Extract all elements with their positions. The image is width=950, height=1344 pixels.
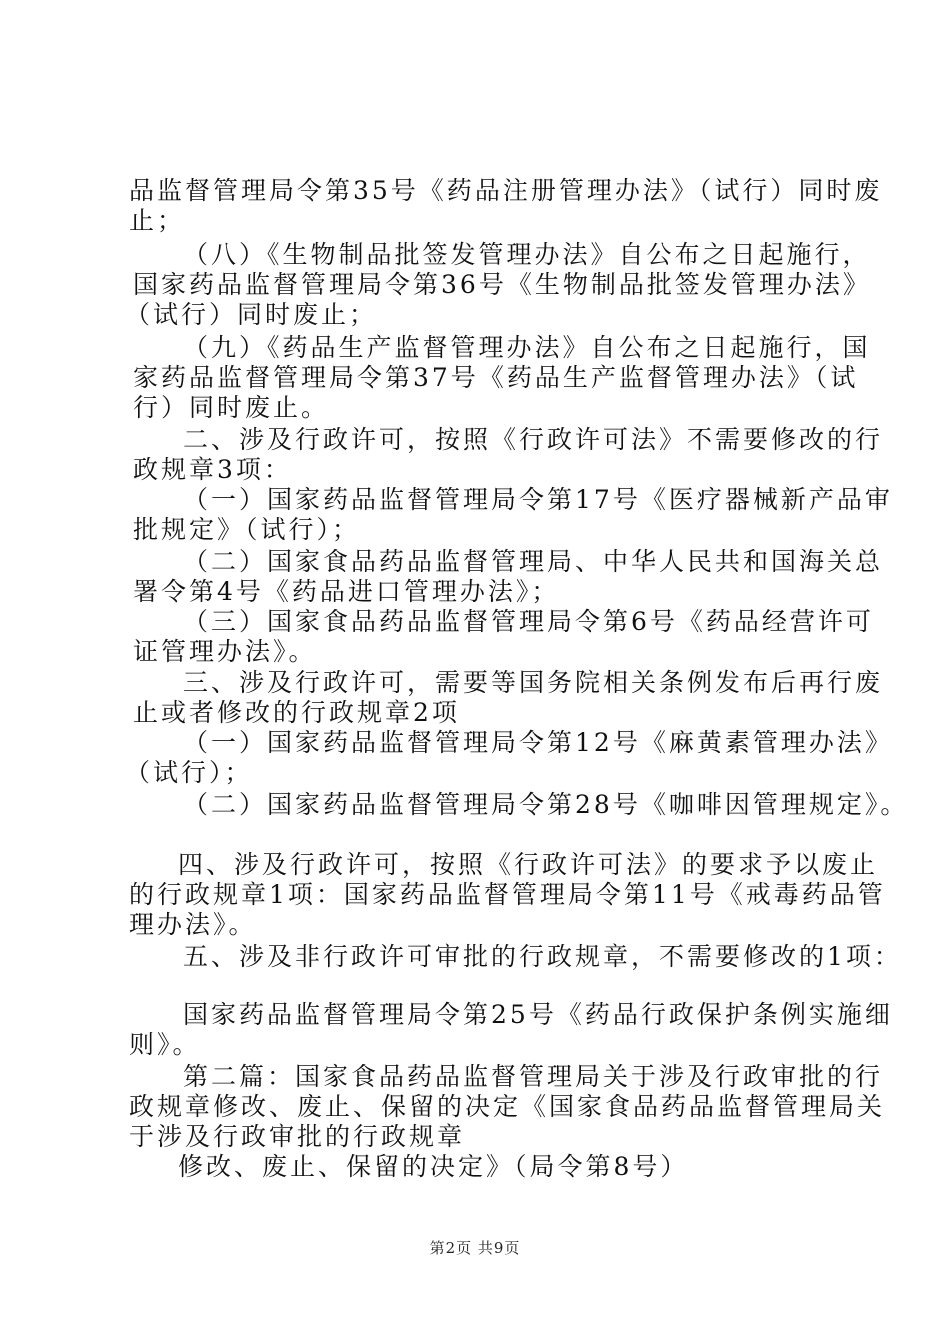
- text-line: 于涉及行政审批的行政规章: [129, 1122, 466, 1151]
- text-line: 止或者修改的行政规章2项: [133, 698, 460, 727]
- text-line: 则》。: [129, 1030, 201, 1059]
- text-line: 五、涉及非行政许可审批的行政规章，不需要修改的1项：: [183, 942, 902, 971]
- text-line: 国家药品监督管理局令第25号《药品行政保护条例实施细: [183, 1000, 893, 1029]
- text-line: （一）国家药品监督管理局令第17号《医疗器械新产品审: [183, 485, 893, 514]
- text-line: 批规定》（试行）；: [133, 515, 361, 544]
- text-line: 家药品监督管理局令第37号《药品生产监督管理办法》（试: [133, 363, 859, 392]
- text-line: 第二篇：国家食品药品监督管理局关于涉及行政审批的行: [183, 1062, 884, 1091]
- text-line: （试行）同时废止；: [125, 300, 378, 329]
- text-line: （九）《药品生产监督管理办法》自公布之日起施行，国: [183, 333, 871, 362]
- text-line: 署令第4号《药品进口管理办法》；: [133, 577, 560, 606]
- text-line: （一）国家药品监督管理局令第12号《麻黄素管理办法》: [183, 728, 893, 757]
- text-line: （二）国家药品监督管理局令第28号《咖啡因管理规定》。: [183, 790, 909, 819]
- text-line: （试行）；: [125, 758, 253, 787]
- text-line: 政规章修改、废止、保留的决定《国家食品药品监督管理局关: [129, 1092, 886, 1121]
- text-line: 修改、废止、保留的决定》（局令第8号）: [178, 1152, 689, 1181]
- text-line: 止；: [129, 206, 186, 235]
- text-line: 政规章3项：: [133, 455, 292, 484]
- text-line: 行）同时废止。: [133, 393, 330, 422]
- text-line: 三、涉及行政许可，需要等国务院相关条例发布后再行废: [183, 668, 884, 697]
- text-line: （三）国家食品药品监督管理局令第6号《药品经营许可: [183, 607, 874, 636]
- text-line: （二）国家食品药品监督管理局、中华人民共和国海关总: [183, 547, 884, 576]
- text-line: 四、涉及行政许可，按照《行政许可法》的要求予以废止: [178, 850, 879, 879]
- text-line: 二、涉及行政许可，按照《行政许可法》不需要修改的行: [183, 425, 884, 454]
- text-line: 国家药品监督管理局令第36号《生物制品批签发管理办法》: [133, 270, 871, 299]
- text-line: 品监督管理局令第35号《药品注册管理办法》（试行）同时废: [129, 176, 883, 205]
- text-line: 的行政规章1项：国家药品监督管理局令第11号《戒毒药品管: [129, 880, 886, 909]
- text-line: 理办法》。: [129, 910, 257, 939]
- text-line: （八）《生物制品批签发管理办法》自公布之日起施行，: [183, 240, 871, 269]
- page-number-footer: 第2页 共9页: [429, 1239, 521, 1257]
- text-line: 证管理办法》。: [133, 637, 317, 666]
